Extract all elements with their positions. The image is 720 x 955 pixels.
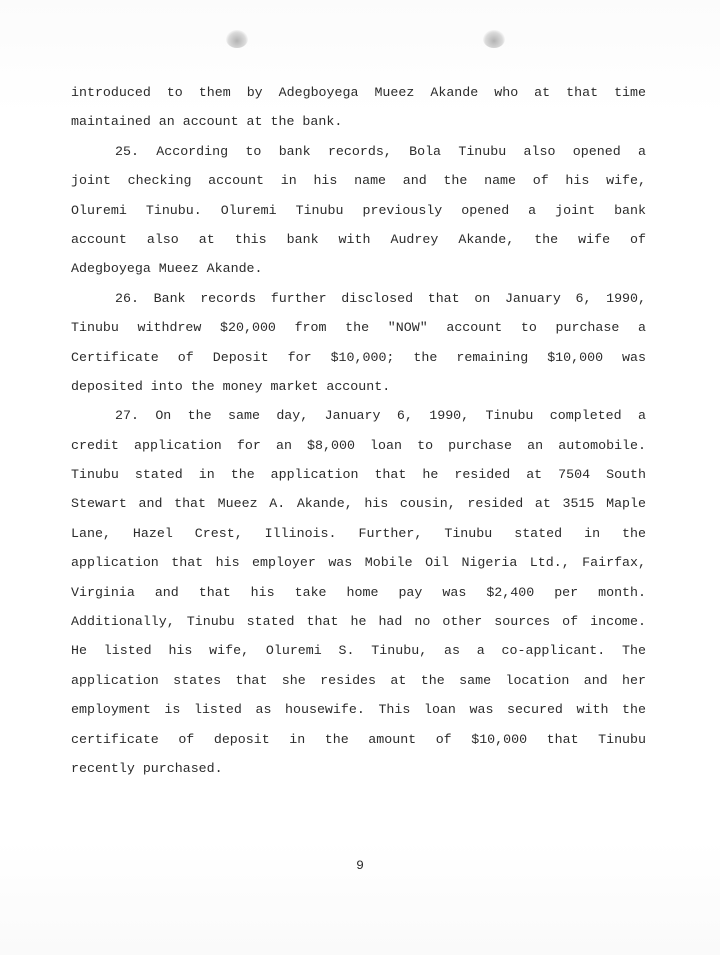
text-line: 25. According to bank records, Bola Tinubu also opened a [115,143,646,159]
text-line: Stewart and that Mueez A. Akande, his cousin, resided at 3515 Maple [71,496,646,512]
text-line: Tinubu stated in the application that he resided at 7504 South [71,467,646,483]
punch-hole-mark [226,30,248,48]
text-line: Oluremi Tinubu. Oluremi Tinubu previously opened a joint bank [71,202,646,218]
text-line: application that his employer was Mobile Oil Nigeria Ltd., Fairfax, [71,555,646,571]
text-line: He listed his wife, Oluremi S. Tinubu, as a co-applicant. The [71,643,646,659]
text-line: account also at this bank with Audrey Akande, the wife of [71,231,646,247]
text-line: introduced to them by Adegboyega Mueez Akande who at that time [71,85,646,100]
body-text [71,78,646,783]
text-line: Adegboyega Mueez Akande. [71,261,263,277]
text-line: recently purchased. [71,760,223,776]
text-line: maintained an account at the bank. [71,114,343,130]
page-number: 9 [356,858,364,873]
text-line: employment is listed as housewife. This loan was secured with the [71,702,646,718]
text-line: Lane, Hazel Crest, Illinois. Further, Tinubu stated in the [71,525,646,541]
text-line: deposited into the money market account. [71,378,391,394]
text-line: application states that she resides at the same location and her [71,672,646,688]
text-line: Virginia and that his take home pay was $2,400 per month. [71,584,646,600]
text-line: Additionally, Tinubu stated that he had no other sources of income. [71,614,646,630]
text-line: joint checking account in his name and the name of his wife, [71,173,646,189]
text-line: Tinubu withdrew $20,000 from the "NOW" account to purchase a [71,320,646,336]
text-line: Certificate of Deposit for $10,000; the remaining $10,000 was [71,349,646,365]
punch-hole-mark [483,30,505,48]
text-line: credit application for an $8,000 loan to purchase an automobile. [71,437,646,453]
text-line: 27. On the same day, January 6, 1990, Tinubu completed a [115,408,646,424]
text-line: certificate of deposit in the amount of $10,000 that Tinubu [71,731,646,747]
text-line: 26. Bank records further disclosed that on January 6, 1990, [115,290,646,306]
